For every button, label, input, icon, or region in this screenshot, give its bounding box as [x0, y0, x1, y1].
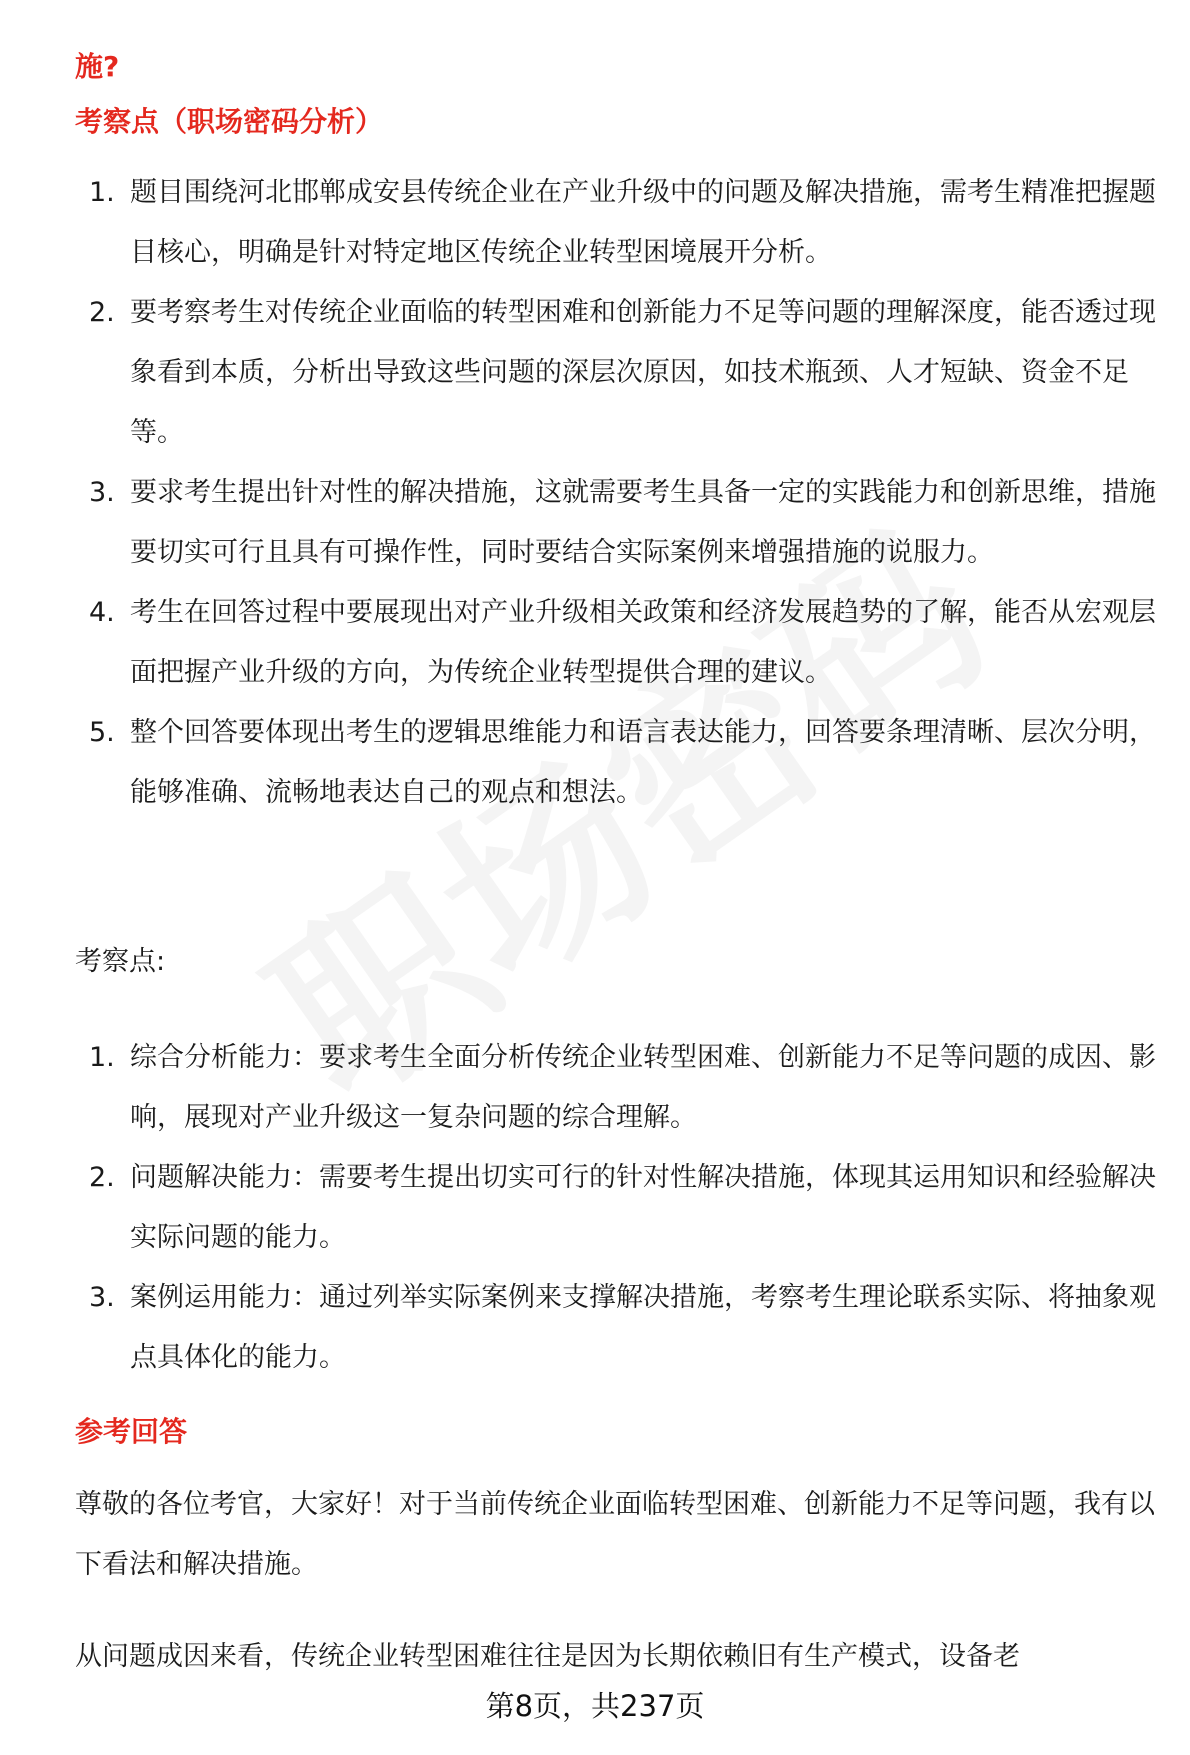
list-text: 考生在回答过程中要展现出对产业升级相关政策和经济发展趋势的了解，能否从宏观层面把握产业升级的方向，为传统企业转型提供合理的建议。	[130, 597, 1156, 688]
list-text: 问题解决能力：需要考生提出切实可行的针对性解决措施，体现其运用知识和经验解决实际问题的能力。	[130, 1162, 1156, 1253]
page-number: 第8页，共237页	[485, 1689, 705, 1723]
list-text: 题目围绕河北邯郸成安县传统企业在产业升级中的问题及解决措施，需考生精准把握题目核心，明确是针对特定地区传统企业转型困境展开分析。	[130, 177, 1156, 268]
list-item	[75, 1148, 1160, 1268]
list-text: 案例运用能力：通过列举实际案例来支撑解决措施，考察考生理论联系实际、将抽象观点具体化的能力。	[130, 1282, 1156, 1373]
list-number: 2.	[89, 297, 115, 328]
section-heading-analysis: 考察点（职场密码分析）	[75, 105, 384, 138]
list-number: 4.	[89, 597, 115, 628]
list-number: 3.	[89, 477, 115, 508]
analysis-list	[75, 163, 1160, 823]
list-text: 综合分析能力：要求考生全面分析传统企业转型困难、创新能力不足等问题的成因、影响，展现对产业升级这一复杂问题的综合理解。	[130, 1042, 1156, 1133]
fragment-heading: 施?	[75, 50, 120, 83]
list-item	[75, 163, 1160, 283]
list-number: 2.	[89, 1162, 115, 1193]
list-number: 5.	[89, 717, 115, 748]
list-item	[75, 1268, 1160, 1388]
section-heading-reference-answer: 参考回答	[75, 1415, 188, 1448]
answer-paragraph: 从问题成因来看，传统企业转型困难往往是因为长期依赖旧有生产模式，设备老	[75, 1641, 1020, 1672]
answer-paragraph: 尊敬的各位考官，大家好！对于当前传统企业面临转型困难、创新能力不足等问题，我有以下看法和解决措施。	[75, 1489, 1155, 1580]
list-number: 1.	[89, 177, 115, 208]
list-number: 3.	[89, 1282, 115, 1313]
list-text: 要求考生提出针对性的解决措施，这就需要考生具备一定的实践能力和创新思维，措施要切实可行且具有可操作性，同时要结合实际案例来增强措施的说服力。	[130, 477, 1156, 568]
list-text: 整个回答要体现出考生的逻辑思维能力和语言表达能力，回答要条理清晰、层次分明，能够准确、流畅地表达自己的观点和想法。	[130, 717, 1156, 808]
list-text: 要考察考生对传统企业面临的转型困难和创新能力不足等问题的理解深度，能否透过现象看到本质，分析出导致这些问题的深层次原因，如技术瓶颈、人才短缺、资金不足等。	[130, 297, 1156, 448]
list-item	[75, 283, 1160, 463]
list-item	[75, 703, 1160, 823]
list-item	[75, 583, 1160, 703]
key-points-list	[75, 1028, 1160, 1388]
list-item	[75, 1028, 1160, 1148]
list-item	[75, 463, 1160, 583]
list-number: 1.	[89, 1042, 115, 1073]
section-label-key-points: 考察点:	[75, 946, 166, 977]
